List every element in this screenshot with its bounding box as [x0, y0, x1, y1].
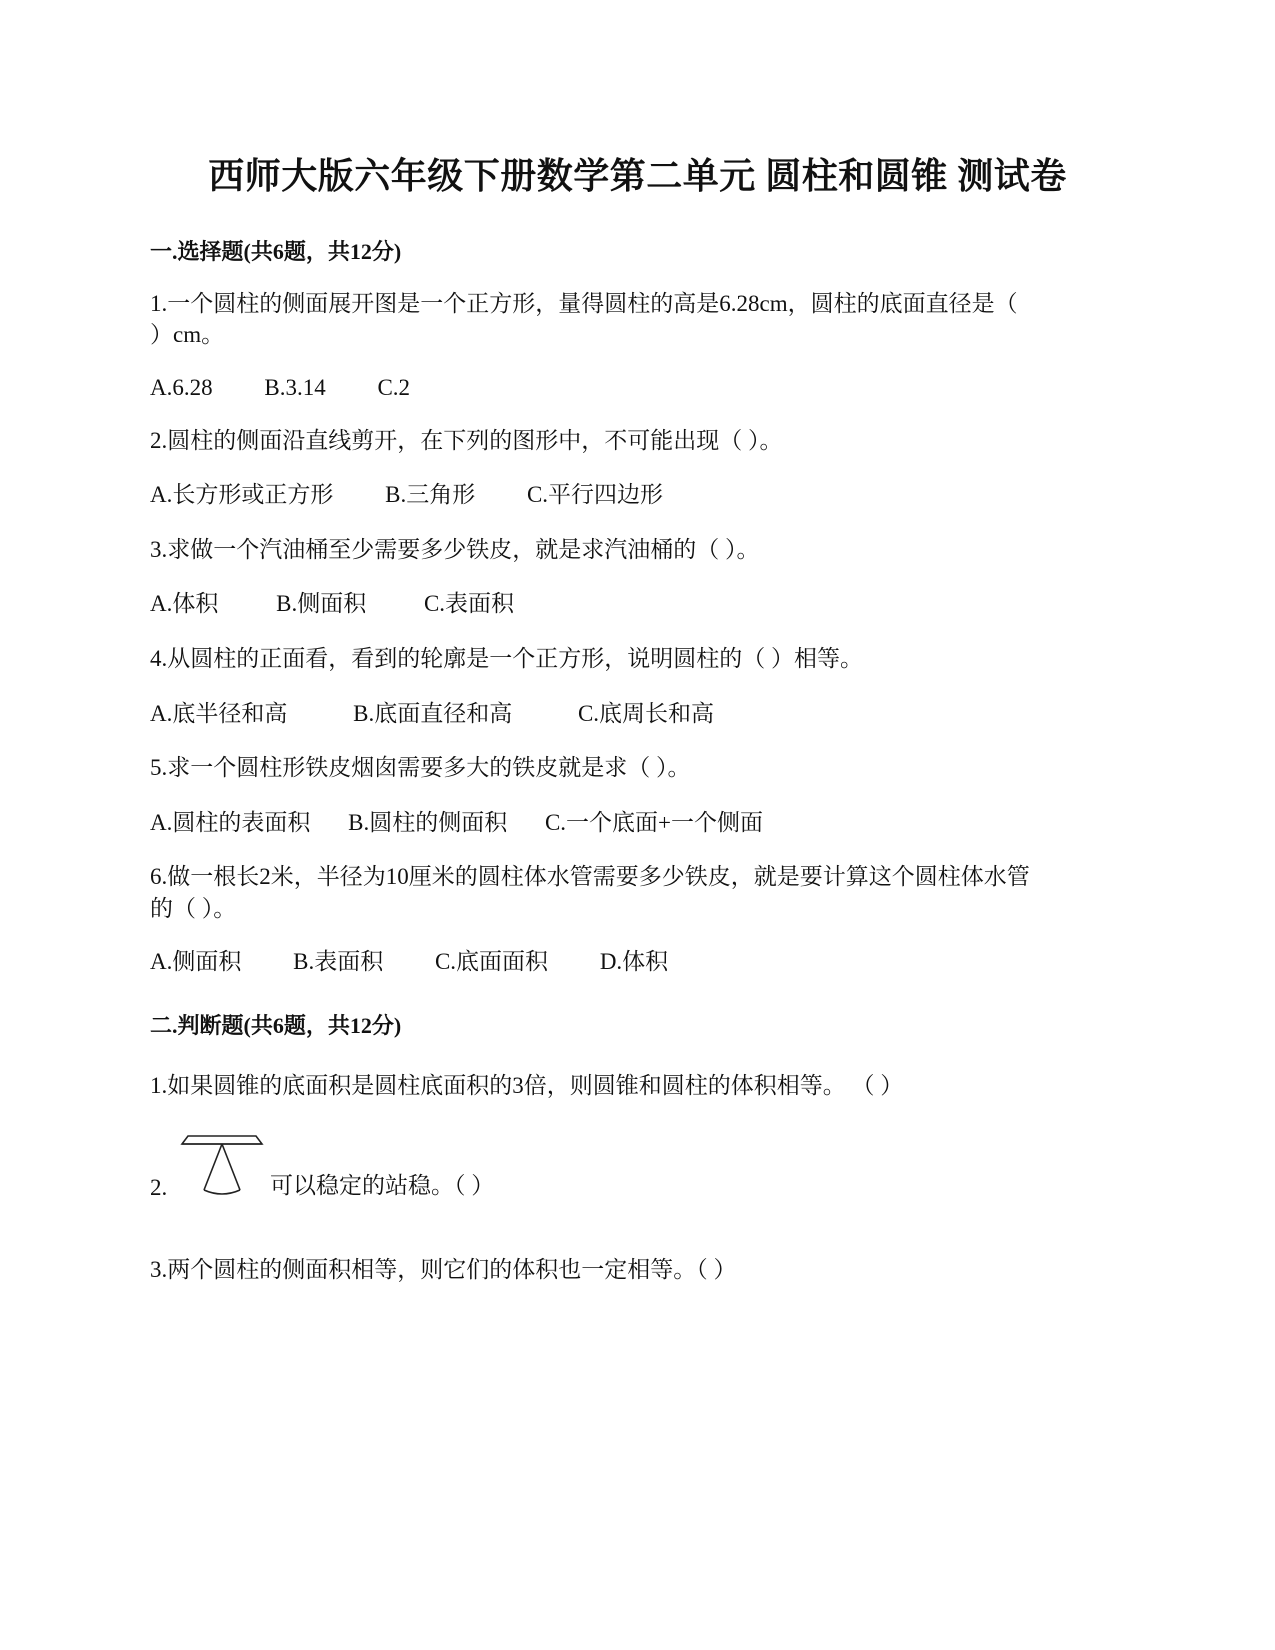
option-a: A.6.28: [150, 375, 213, 400]
judgment-3: 3.两个圆柱的侧面积相等，则它们的体积也一定相等。（ ）: [150, 1257, 737, 1282]
option-c: C.底周长和高: [577, 701, 715, 726]
option-a: A.体积: [150, 591, 219, 616]
section-heading-judgment: 二.判断题(共6题，共12分): [150, 1013, 402, 1038]
cone-on-plate-figure: [180, 1132, 264, 1200]
question-2-options: [150, 479, 709, 511]
question-1-options: [150, 372, 456, 404]
judgment-2-text: 可以稳定的站稳。（ ）: [270, 1173, 495, 1198]
page-title: 西师大版六年级下册数学第二单元 圆柱和圆锥 测试卷: [208, 156, 1067, 196]
question-6-options: [150, 946, 714, 978]
question-4-options: [150, 698, 760, 730]
option-c: C.底面面积: [434, 949, 549, 974]
option-a: A.侧面积: [150, 949, 242, 974]
question-2-line-1: 2.圆柱的侧面沿直线剪开，在下列的图形中，不可能出现（ ）。: [150, 428, 783, 453]
cone-base-arc: [204, 1190, 240, 1194]
option-d: D.体积: [599, 949, 669, 974]
cone-left-side: [204, 1144, 222, 1190]
option-c: C.一个底面+一个侧面: [544, 810, 764, 835]
plate-shape: [182, 1136, 262, 1144]
question-6-line-2: 的（ ）。: [150, 896, 237, 921]
judgment-1: 1.如果圆锥的底面积是圆柱底面积的3倍，则圆锥和圆柱的体积相等。 （ ）: [150, 1073, 904, 1098]
section-heading-choice: 一.选择题(共6题，共12分): [150, 239, 402, 264]
question-1-line-2: ）cm。: [150, 322, 225, 347]
option-c: C.表面积: [423, 591, 515, 616]
option-c: C.平行四边形: [526, 482, 664, 507]
option-c: C.2: [377, 375, 411, 400]
option-b: B.表面积: [293, 949, 384, 974]
question-3-options: [150, 588, 560, 620]
judgment-2-number: 2.: [150, 1175, 168, 1200]
option-b: B.侧面积: [276, 591, 367, 616]
option-b: B.三角形: [385, 482, 476, 507]
cone-right-side: [222, 1144, 240, 1190]
option-b: B.底面直径和高: [353, 701, 513, 726]
question-5-line-1: 5.求一个圆柱形铁皮烟囱需要多大的铁皮就是求（ ）。: [150, 755, 691, 780]
question-4-line-1: 4.从圆柱的正面看，看到的轮廓是一个正方形，说明圆柱的（ ）相等。: [150, 646, 863, 671]
option-b: B.圆柱的侧面积: [348, 810, 508, 835]
question-1-line-1: 1.一个圆柱的侧面展开图是一个正方形，量得圆柱的高是6.28cm，圆柱的底面直径是（: [150, 291, 1018, 316]
question-6-line-1: 6.做一根长2米，半径为10厘米的圆柱体水管需要多少铁皮，就是要计算这个圆柱体水管: [150, 864, 1030, 889]
option-b: B.3.14: [264, 375, 326, 400]
question-5-options: [150, 807, 809, 839]
option-a: A.圆柱的表面积: [150, 810, 311, 835]
question-3-line-1: 3.求做一个汽油桶至少需要多少铁皮，就是求汽油桶的（ ）。: [150, 537, 760, 562]
option-a: A.底半径和高: [150, 701, 288, 726]
option-a: A.长方形或正方形: [150, 482, 334, 507]
